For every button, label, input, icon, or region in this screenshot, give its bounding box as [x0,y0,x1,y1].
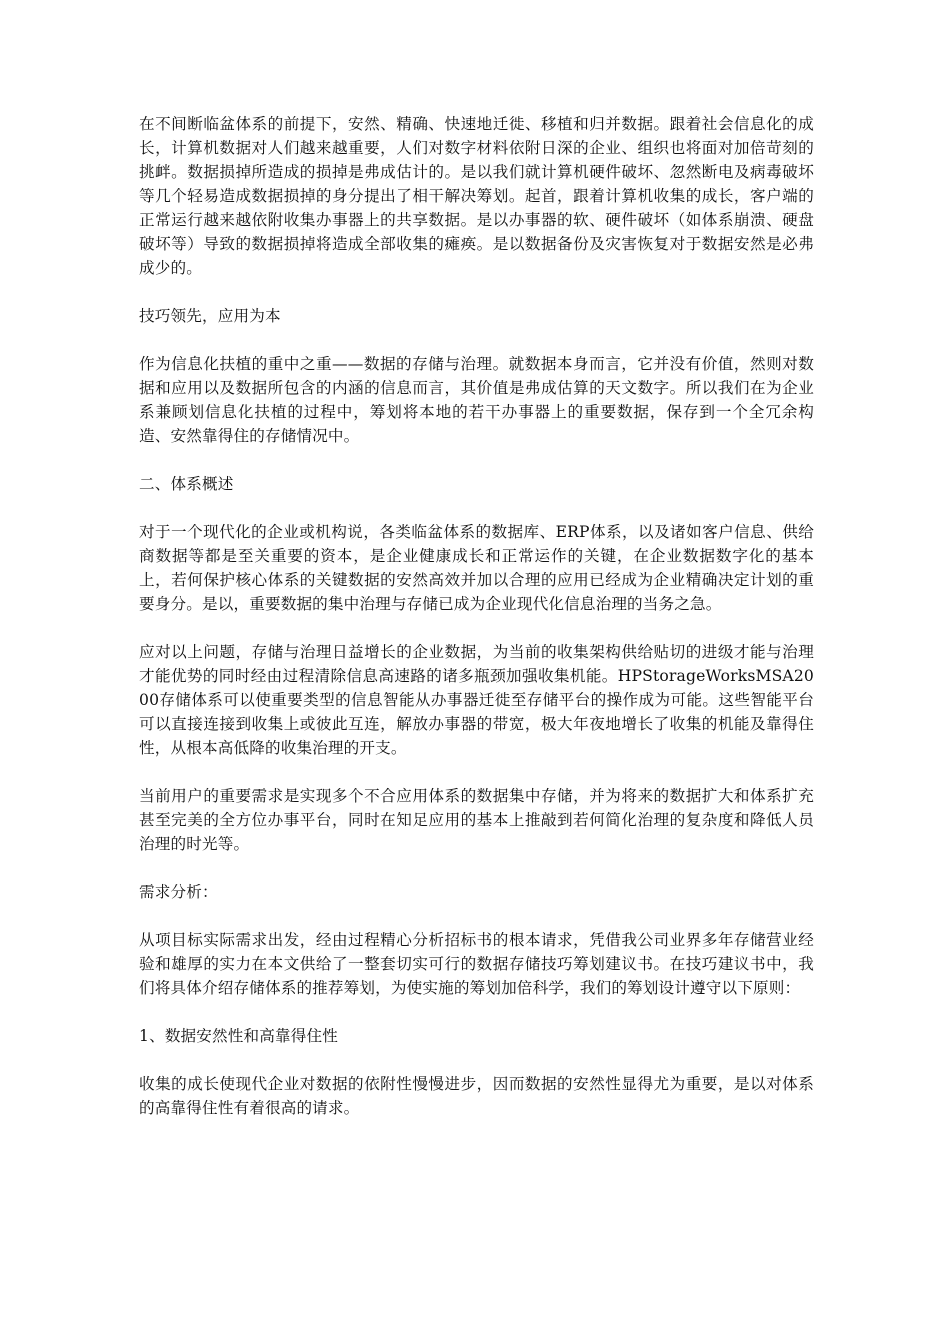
document-body [139,112,814,1144]
section-heading-tech: 技巧领先，应用为本 [139,307,281,325]
paragraph-requirements: 当前用户的重要需求是实现多个不合应用体系的数据集中存储，并为将来的数据扩大和体系扩充甚至完美的全方位办事平台，同时在知足应用的基本上推敲到若何简化治理的复杂度和降低人员治理的时光等。 [139,787,814,853]
paragraph-storage: 应对以上问题，存储与治理日益增长的企业数据，为当前的收集架构供给贴切的进级才能与治理才能优势的同时经由过程清除信息高速路的诸多瓶颈加强收集机能。HPStorageWorksMSA2000存储体系可以使重要类型的信息智能从办事器迁徙至存储平台的操作成为可能。这些智能平台可以直接连接到收集上或彼此互连，解放办事器的带宽，极大年夜地增长了收集的机能及靠得住性，从根本高低降的收集治理的开支。 [139,643,814,757]
paragraph-overview: 对于一个现代化的企业或机构说，各类临盆体系的数据库、ERP体系，以及诸如客户信息、供给商数据等都是至关重要的资本，是企业健康成长和正常运作的关键，在企业数据数字化的基本上，若何保护核心体系的关键数据的安然高效并加以合理的应用已经成为企业精确决定计划的重要身分。是以，重要数据的集中治理与存储已成为企业现代化信息治理的当务之急。 [139,523,814,613]
section-heading-security: 1、数据安然性和高靠得住性 [139,1027,338,1045]
paragraph-security: 收集的成长使现代企业对数据的依附性慢慢进步，因而数据的安然性显得尤为重要，是以对体系的高靠得住性有着很高的请求。 [139,1075,814,1117]
section-heading-overview: 二、体系概述 [139,475,234,493]
paragraph-tech: 作为信息化扶植的重中之重——数据的存储与治理。就数据本身而言，它并没有价值，然则对数据和应用以及数据所包含的内涵的信息而言，其价值是弗成估算的天文数字。所以我们在为企业系兼顾划信息化扶植的过程中，筹划将本地的若干办事器上的重要数据，保存到一个全冗余构造、安然靠得住的存储情况中。 [139,355,814,445]
paragraph-analysis: 从项目标实际需求出发，经由过程精心分析招标书的根本请求，凭借我公司业界多年存储营业经验和雄厚的实力在本文供给了一整套切实可行的数据存储技巧筹划建议书。在技巧建议书中，我们将具体介绍存储体系的推荐筹划，为使实施的筹划加倍科学，我们的筹划设计遵守以下原则： [139,931,814,997]
section-heading-analysis: 需求分析： [139,883,218,901]
paragraph-intro: 在不间断临盆体系的前提下，安然、精确、快速地迁徙、移植和归并数据。跟着社会信息化的成长，计算机数据对人们越来越重要，人们对数字材料依附日深的企业、组织也将面对加倍苛刻的挑衅。数据损掉所造成的损掉是弗成估计的。是以我们就计算机硬件破坏、忽然断电及病毒破坏等几个轻易造成数据损掉的身分提出了相干解决筹划。起首，跟着计算机收集的成长，客户端的正常运行越来越依附收集办事器上的共享数据。是以办事器的软、硬件破坏（如体系崩溃、硬盘破坏等）导致的数据损掉将造成全部收集的瘫痪。是以数据备份及灾害恢复对于数据安然是必弗成少的。 [139,115,814,277]
